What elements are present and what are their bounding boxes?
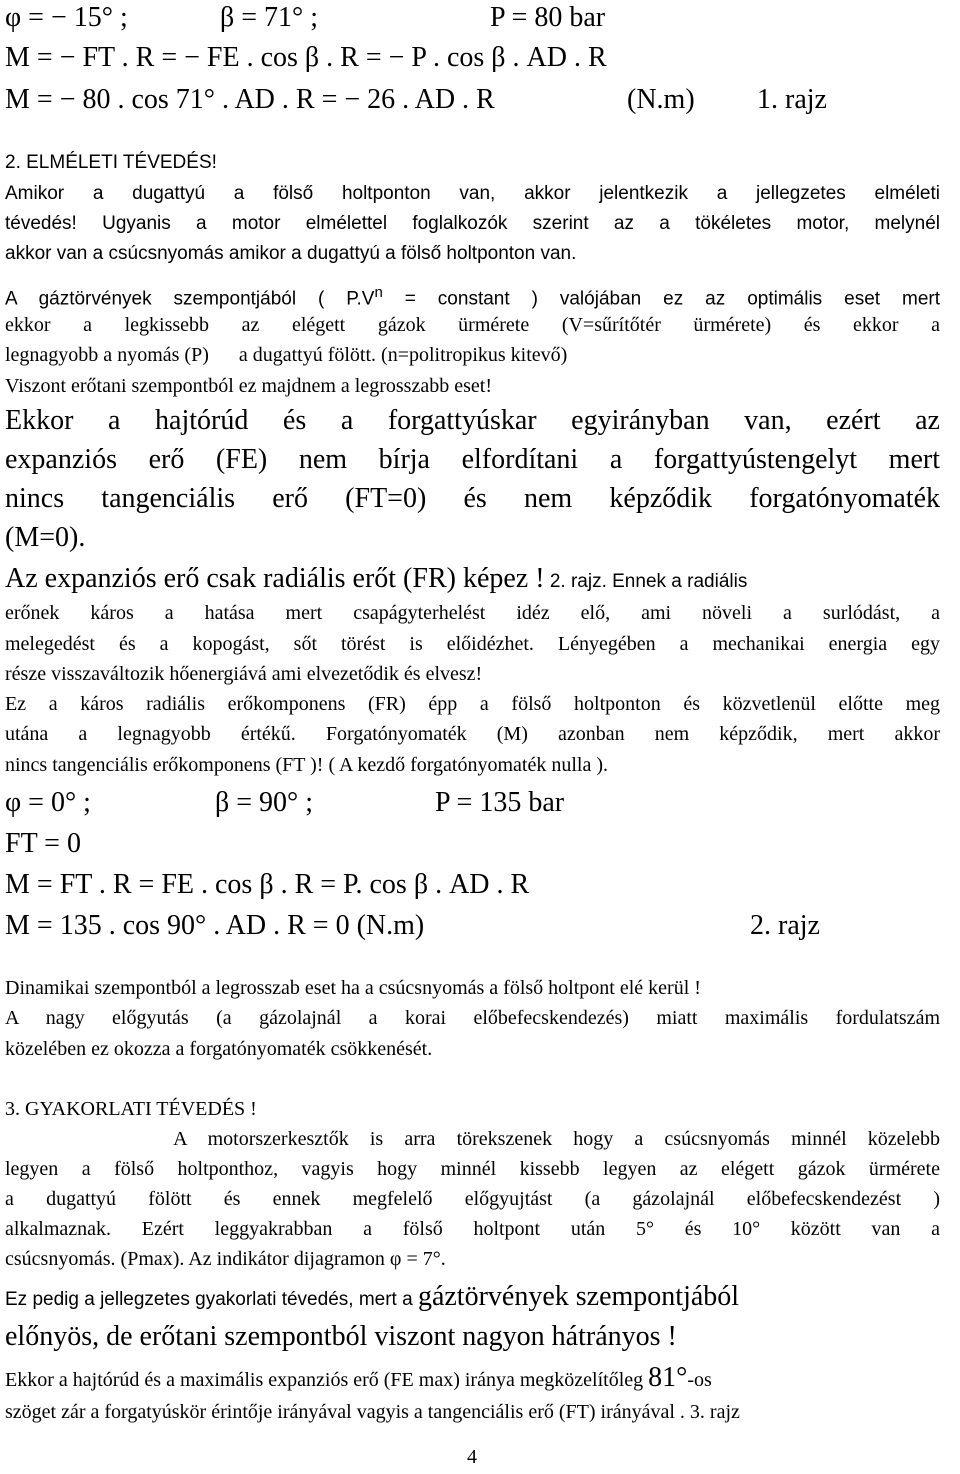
big-text-line: Ekkor a hajtórúd és a forgattyúskar egyirányban van, ezért az — [5, 405, 940, 436]
formula2-line4: M = 135 . cos 90° . AD . R = 0 (N.m) 2. rajz — [5, 910, 820, 941]
formula1-phi: φ = − 15° ; — [5, 2, 128, 33]
section2-p3-line: része visszaváltozik hőenergiává ami elvezetődik és elvesz! — [5, 663, 483, 685]
section2-p4-line: nincs tangenciális erőkomponens (FT )! ( A kezdő forgatónyomaték nulla ). — [5, 754, 609, 776]
section2-p2-line: Viszont erőtani szempontból ez majdnem a legrosszabb eset! — [5, 375, 492, 397]
page-number: 4 — [467, 1446, 477, 1468]
radial-force-line: Az expanziós erő csak radiális erőt (FR) képez ! 2. rajz. Ennek a radiális — [5, 563, 748, 594]
section3-p1-line: a dugattyú fölött és ennek megfelelő előgyujtást (a gázolajnál előbefecskendezést ) — [5, 1188, 940, 1210]
section2-p2-line: A gáztörvények szempontjából ( $P.V^n$ = constant ) valójában ez az optimális eset mert — [5, 284, 940, 310]
section2-p3-line: erőnek káros a hatása mert csapágyterhelést idéz elő, ami növeli a surlódást, a — [5, 602, 940, 624]
formula1-beta: β = 71° ; — [220, 2, 319, 33]
formula2-line2: FT = 0 — [5, 828, 81, 859]
section3-p3-line: Ekkor a hajtórúd és a maximális expanziós erő (FE max) iránya megközelítőleg 81°-os — [5, 1362, 712, 1393]
section2-p2-line: ekkor a legkissebb az elégett gázok ürmérete (V=sűrítőtér ürmérete) és ekkor a — [5, 314, 940, 336]
big-text-line: (M=0). — [5, 522, 86, 553]
section2-p1-line: akkor van a csúcsnyomás amikor a dugattyú a fölső holtponton van. — [5, 243, 577, 264]
formula1-line3: M = − 80 . cos 71° . AD . R = − 26 . AD . R (N.m) 1. rajz — [5, 84, 827, 115]
section3-p3-line: szöget zár a forgatyúskör érintője irányával vagyis a tangenciális erő (FT) irányával . 3. rajz — [5, 1401, 740, 1423]
formula2-line1: φ = 0° ; β = 90° ; P = 135 bar — [5, 787, 565, 818]
big-text-line: nincs tangenciális erő (FT=0) és nem képződik forgatónyomaték — [5, 483, 940, 514]
section3-p1-line: legyen a fölső holtponthoz, vagyis hogy minnél kissebb legyen az elégett gázok ürmérete — [5, 1158, 940, 1180]
figure-ref-2: 2. rajz — [750, 910, 820, 941]
section3-heading: 3. GYAKORLATI TÉVEDÉS ! — [5, 1098, 257, 1120]
section2-p1-line: tévedés! Ugyanis a motor elmélettel foglalkozók szerint az a tökéletes motor, melynél — [5, 213, 940, 234]
section2-p4-line: Ez a káros radiális erőkomponens (FR) épp a fölső holtponton és közvetlenül előtte meg — [5, 693, 940, 715]
section2-p1-line: Amikor a dugattyú a fölső holtponton van, akkor jelentkezik a jellegzetes elméleti — [5, 183, 940, 204]
figure-ref-1: 1. rajz — [757, 84, 827, 115]
section3-p2-line: Ez pedig a jellegzetes gyakorlati tévedés, mert a gáztörvények szempontjából — [5, 1281, 740, 1312]
section2-heading: 2. ELMÉLETI TÉVEDÉS! — [5, 152, 217, 173]
section3-p2-line: előnyös, de erőtani szempontból viszont nagyon hátrányos ! — [5, 1321, 677, 1352]
section2-p3-line: melegedést és a kopogást, sőt törést is előidézhet. Lényegében a mechanikai energia egy — [5, 633, 940, 655]
formula1-line2: M = − FT . R = − FE . cos β . R = − P . cos β . AD . R — [5, 42, 607, 73]
section3-p1-line: csúcsnyomás. (Pmax). Az indikátor dijagramon φ = 7°. — [5, 1248, 446, 1270]
dynamic-line: közelében ez okozza a forgatónyomaték csökkenését. — [5, 1038, 433, 1060]
big-text-line: expanziós erő (FE) nem bírja elfordítani a forgattyústengelyt mert — [5, 444, 940, 475]
section2-p2-line: legnagyobb a nyomás (P) a dugattyú fölött. (n=politropikus kitevő) — [5, 344, 568, 366]
formula2-line3: M = FT . R = FE . cos β . R = P. cos β . AD . R — [5, 869, 530, 900]
section3-p1-line: A motorszerkesztők is arra törekszenek hogy a csúcsnyomás minnél közelebb — [5, 1128, 940, 1150]
dynamic-line: A nagy előgyutás (a gázolajnál a korai előbefecskendezés) miatt maximális fordulatszám — [5, 1007, 940, 1029]
formula1-line1 — [5, 2, 606, 34]
section2-p4-line: utána a legnagyobb értékű. Forgatónyomaték (M) azonban nem képződik, mert akkor — [5, 723, 940, 745]
section3-p1-line: alkalmaznak. Ezért leggyakrabban a fölső holtpont után 5° és 10° között van a — [5, 1218, 940, 1240]
formula1-pressure: P = 80 bar — [490, 2, 606, 33]
dynamic-line: Dinamikai szempontból a legrosszab eset ha a csúcsnyomás a fölső holtpont elé kerül ! — [5, 977, 701, 999]
